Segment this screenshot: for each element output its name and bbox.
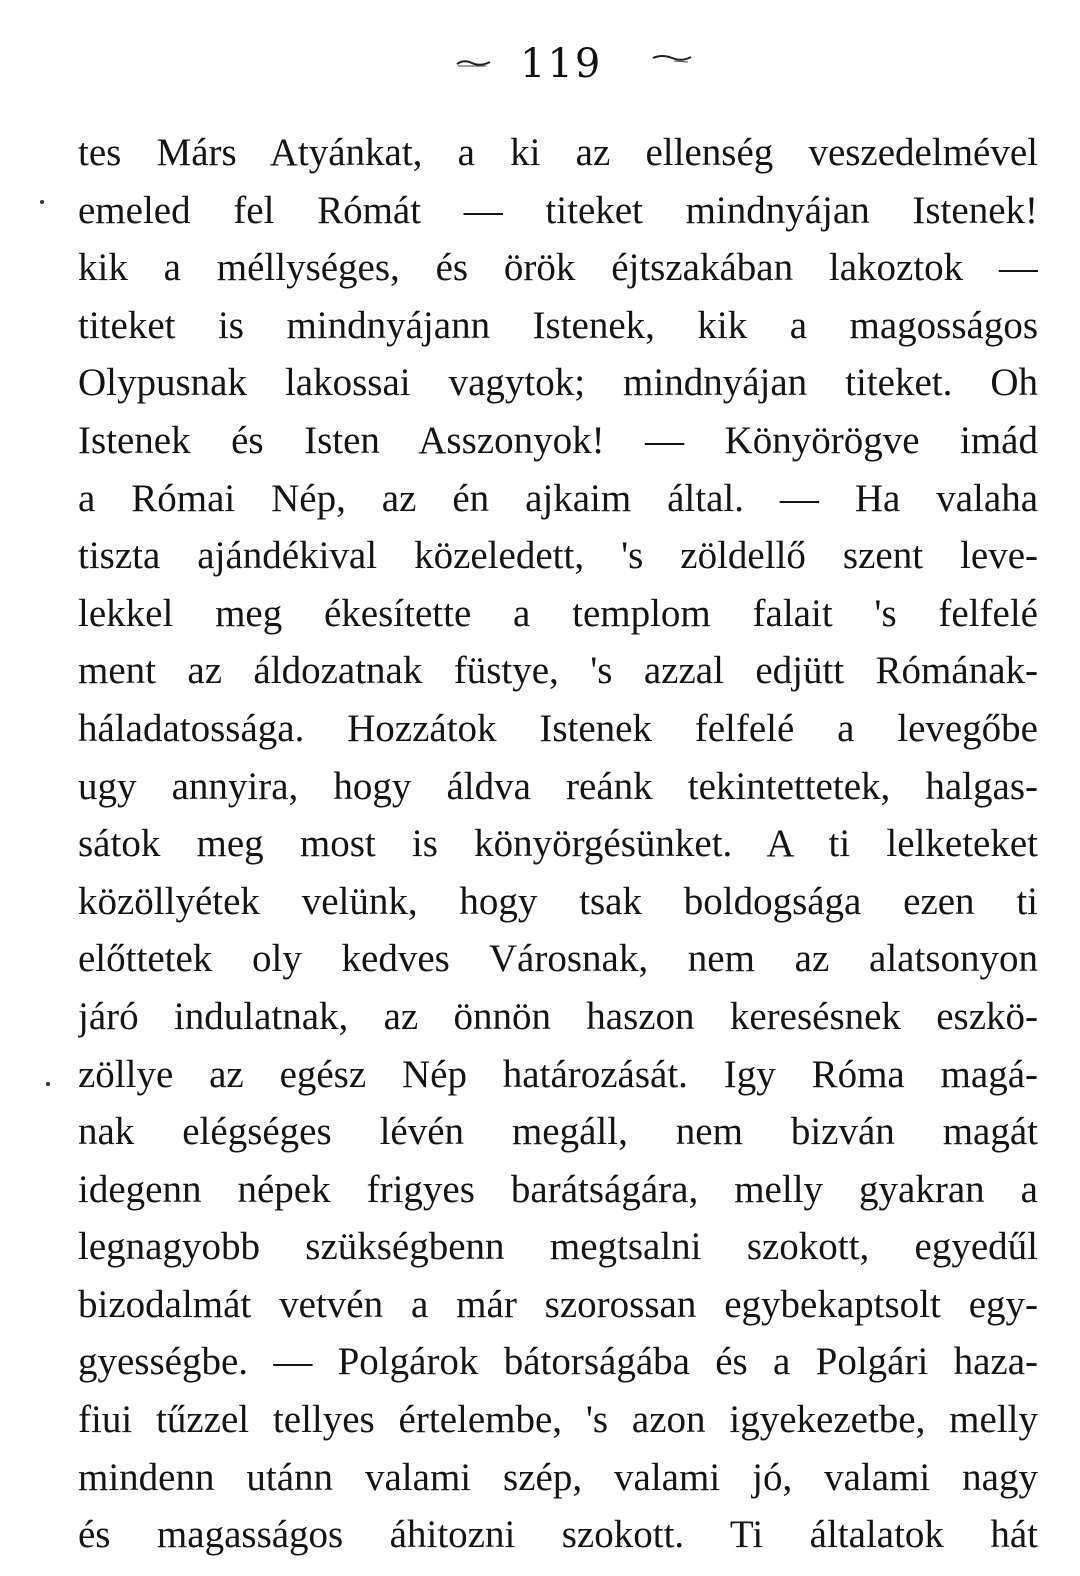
header-left-ornament	[456, 58, 492, 68]
text-line: közöllyétek velünk, hogy tsak boldogsága ezen ti	[78, 879, 1038, 923]
page-header	[0, 30, 1080, 90]
text-line: emeled fel Rómát — titeket mindnyájan Istenek!	[78, 188, 1038, 232]
text-line: járó indulatnak, az önnön haszon keresésnek eszkö-	[78, 994, 1038, 1038]
text-line: zöllye az egész Nép határozását. Igy Róma magá-	[78, 1052, 1038, 1096]
text-line: gyességbe. — Polgárok bátorságába és a Polgári haza-	[78, 1340, 1038, 1384]
text-line: bizodalmát vetvén a már szorossan egybekaptsolt egy-	[78, 1282, 1038, 1326]
text-line: legnagyobb szükségbenn megtsalni szokott, egyedűl	[78, 1225, 1038, 1269]
text-line: ment az áldozatnak füstye, 's azzal edjütt Rómának-	[78, 649, 1038, 693]
text-line: háladatossága. Hozzátok Istenek felfelé a levegőbe	[78, 706, 1038, 750]
text-line: a Római Nép, az én ajkaim által. — Ha valaha	[78, 476, 1038, 520]
text-line: Olypusnak lakossai vagytok; mindnyájan titeket. Oh	[78, 361, 1038, 405]
text-line: mindenn utánn valami szép, valami jó, valami nagy	[78, 1455, 1038, 1499]
text-line: kik a méllységes, és örök éjtszakában lakoztok —	[78, 246, 1038, 290]
text-line: sátok meg most is könyörgésünket. A ti lelketeket	[78, 822, 1038, 866]
text-line: fiui tűzzel tellyes értelembe, 's azon igyekezetbe, melly	[78, 1398, 1038, 1442]
text-line: nak elégséges lévén megáll, nem bizván magát	[78, 1110, 1038, 1154]
header-right-ornament	[652, 52, 692, 64]
text-line: Istenek és Isten Asszonyok! — Könyörögve imád	[78, 418, 1038, 462]
text-line: titeket is mindnyájann Istenek, kik a magosságos	[78, 303, 1038, 347]
page-number: 119	[520, 41, 603, 87]
text-line: előttetek oly kedves Városnak, nem az alatsonyon	[78, 937, 1038, 981]
text-line: tiszta ajándékival közeledett, 's zöldellő szent leve-	[78, 534, 1038, 578]
text-line: tes Márs Atyánkat, a ki az ellenség veszedelmével	[78, 131, 1038, 174]
text-line: idegenn népek frigyes barátságára, melly gyakran a	[78, 1167, 1038, 1211]
body-text	[78, 124, 1038, 1564]
text-line: lekkel meg ékesítette a templom falait 's felfelé	[78, 591, 1038, 635]
text-line: ugy annyira, hogy áldva reánk tekintettetek, halgas-	[78, 764, 1038, 808]
margin-speck	[46, 1082, 50, 1086]
text-line: és magasságos áhitozni szokott. Ti általatok hát	[78, 1513, 1038, 1557]
margin-speck	[40, 200, 44, 204]
